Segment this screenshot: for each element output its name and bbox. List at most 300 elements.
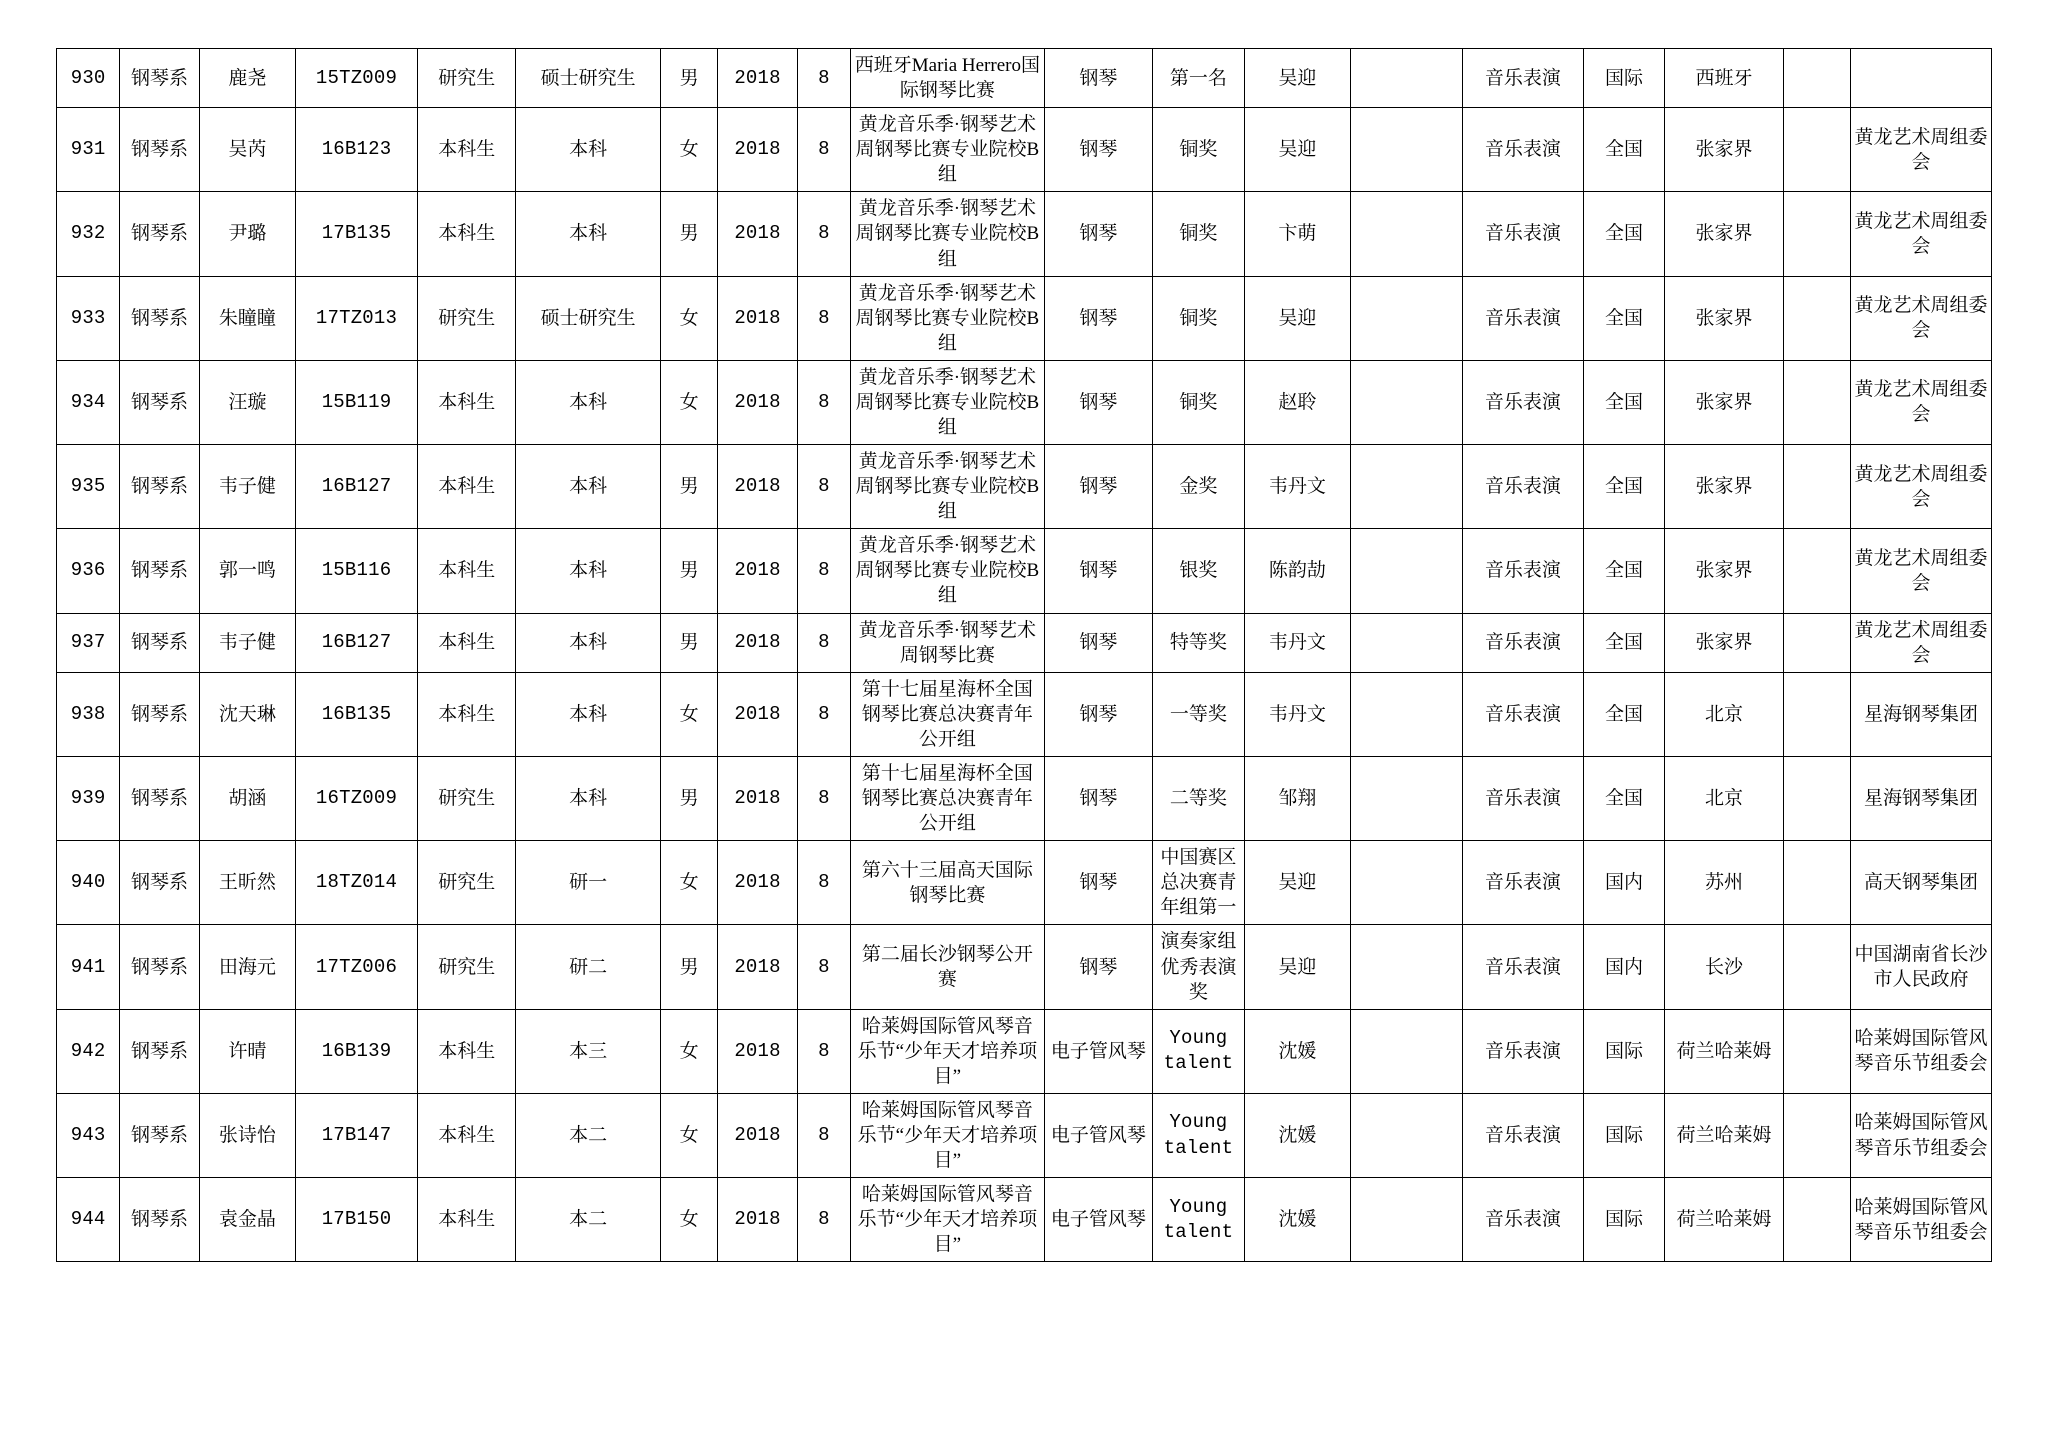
table-row	[57, 192, 1992, 276]
cell-competition: 哈莱姆国际管风琴音乐节“少年天才培养项目”	[850, 1009, 1044, 1093]
cell-year: 2018	[718, 672, 798, 756]
cell-seq: 942	[57, 1009, 120, 1093]
table-row	[57, 1093, 1992, 1177]
table-row	[57, 613, 1992, 672]
cell-blank-1	[1350, 756, 1462, 840]
cell-student-type: 研究生	[418, 925, 516, 1009]
cell-place: 张家界	[1665, 360, 1783, 444]
cell-blank-1	[1350, 49, 1462, 108]
cell-category: 音乐表演	[1463, 925, 1583, 1009]
cell-category: 音乐表演	[1463, 841, 1583, 925]
cell-teacher: 韦丹文	[1244, 613, 1350, 672]
cell-name: 韦子健	[199, 445, 295, 529]
table-row	[57, 445, 1992, 529]
cell-blank-1	[1350, 925, 1462, 1009]
cell-category: 音乐表演	[1463, 756, 1583, 840]
cell-name: 胡涵	[199, 756, 295, 840]
cell-degree-level: 本科	[516, 529, 661, 613]
cell-student-type: 本科生	[418, 1178, 516, 1262]
cell-organizer: 哈莱姆国际管风琴音乐节组委会	[1850, 1009, 1991, 1093]
cell-student-id: 15TZ009	[295, 49, 417, 108]
cell-year: 2018	[718, 613, 798, 672]
cell-competition: 第六十三届高天国际钢琴比赛	[850, 841, 1044, 925]
cell-name: 田海元	[199, 925, 295, 1009]
cell-place: 荷兰哈莱姆	[1665, 1178, 1783, 1262]
cell-category: 音乐表演	[1463, 1009, 1583, 1093]
cell-organizer: 哈莱姆国际管风琴音乐节组委会	[1850, 1178, 1991, 1262]
cell-major: 钢琴	[1044, 49, 1152, 108]
cell-category: 音乐表演	[1463, 613, 1583, 672]
cell-seq: 935	[57, 445, 120, 529]
cell-gender: 男	[661, 529, 718, 613]
cell-month: 8	[797, 445, 850, 529]
cell-student-type: 本科生	[418, 529, 516, 613]
cell-dept: 钢琴系	[120, 529, 200, 613]
cell-month: 8	[797, 529, 850, 613]
cell-year: 2018	[718, 49, 798, 108]
cell-award: Young talent	[1152, 1009, 1244, 1093]
cell-dept: 钢琴系	[120, 192, 200, 276]
cell-name: 鹿尧	[199, 49, 295, 108]
cell-month: 8	[797, 613, 850, 672]
cell-seq: 930	[57, 49, 120, 108]
cell-degree-level: 本三	[516, 1009, 661, 1093]
cell-level: 国际	[1583, 1009, 1665, 1093]
cell-award: 中国赛区总决赛青年组第一	[1152, 841, 1244, 925]
cell-blank-2	[1783, 613, 1850, 672]
cell-gender: 女	[661, 1009, 718, 1093]
cell-blank-2	[1783, 1093, 1850, 1177]
cell-organizer: 黄龙艺术周组委会	[1850, 192, 1991, 276]
cell-degree-level: 研二	[516, 925, 661, 1009]
cell-level: 全国	[1583, 108, 1665, 192]
cell-place: 张家界	[1665, 445, 1783, 529]
cell-month: 8	[797, 672, 850, 756]
cell-name: 许晴	[199, 1009, 295, 1093]
cell-month: 8	[797, 841, 850, 925]
cell-dept: 钢琴系	[120, 108, 200, 192]
cell-name: 汪璇	[199, 360, 295, 444]
cell-dept: 钢琴系	[120, 1178, 200, 1262]
cell-seq: 933	[57, 276, 120, 360]
cell-blank-2	[1783, 925, 1850, 1009]
cell-competition: 第十七届星海杯全国钢琴比赛总决赛青年公开组	[850, 672, 1044, 756]
cell-teacher: 吴迎	[1244, 276, 1350, 360]
cell-dept: 钢琴系	[120, 445, 200, 529]
cell-name: 朱瞳瞳	[199, 276, 295, 360]
cell-blank-2	[1783, 108, 1850, 192]
cell-place: 北京	[1665, 756, 1783, 840]
cell-dept: 钢琴系	[120, 613, 200, 672]
cell-level: 国际	[1583, 1093, 1665, 1177]
cell-blank-2	[1783, 841, 1850, 925]
cell-blank-1	[1350, 1009, 1462, 1093]
cell-month: 8	[797, 276, 850, 360]
cell-level: 全国	[1583, 756, 1665, 840]
cell-degree-level: 本科	[516, 756, 661, 840]
cell-award: Young talent	[1152, 1178, 1244, 1262]
cell-competition: 黄龙音乐季·钢琴艺术周钢琴比赛专业院校B组	[850, 529, 1044, 613]
cell-competition: 哈莱姆国际管风琴音乐节“少年天才培养项目”	[850, 1178, 1044, 1262]
cell-teacher: 沈媛	[1244, 1093, 1350, 1177]
table-row	[57, 276, 1992, 360]
cell-award: 第一名	[1152, 49, 1244, 108]
cell-degree-level: 本科	[516, 192, 661, 276]
cell-degree-level: 本科	[516, 445, 661, 529]
cell-year: 2018	[718, 192, 798, 276]
cell-award: Young talent	[1152, 1093, 1244, 1177]
cell-organizer: 星海钢琴集团	[1850, 672, 1991, 756]
cell-level: 全国	[1583, 672, 1665, 756]
cell-blank-2	[1783, 276, 1850, 360]
cell-year: 2018	[718, 445, 798, 529]
cell-organizer: 黄龙艺术周组委会	[1850, 613, 1991, 672]
cell-blank-2	[1783, 192, 1850, 276]
cell-level: 全国	[1583, 613, 1665, 672]
cell-degree-level: 本二	[516, 1178, 661, 1262]
cell-organizer: 黄龙艺术周组委会	[1850, 529, 1991, 613]
cell-student-id: 16B123	[295, 108, 417, 192]
cell-student-type: 本科生	[418, 445, 516, 529]
cell-month: 8	[797, 925, 850, 1009]
cell-seq: 940	[57, 841, 120, 925]
cell-year: 2018	[718, 360, 798, 444]
cell-student-id: 15B116	[295, 529, 417, 613]
cell-dept: 钢琴系	[120, 360, 200, 444]
cell-student-type: 研究生	[418, 49, 516, 108]
cell-dept: 钢琴系	[120, 672, 200, 756]
cell-student-id: 16B139	[295, 1009, 417, 1093]
cell-student-id: 16TZ009	[295, 756, 417, 840]
cell-blank-1	[1350, 445, 1462, 529]
cell-gender: 男	[661, 192, 718, 276]
cell-seq: 931	[57, 108, 120, 192]
cell-gender: 男	[661, 756, 718, 840]
cell-gender: 男	[661, 49, 718, 108]
cell-major: 钢琴	[1044, 192, 1152, 276]
table-row	[57, 841, 1992, 925]
cell-award: 二等奖	[1152, 756, 1244, 840]
cell-name: 吴芮	[199, 108, 295, 192]
table-row	[57, 925, 1992, 1009]
cell-gender: 女	[661, 108, 718, 192]
cell-teacher: 吴迎	[1244, 925, 1350, 1009]
cell-teacher: 吴迎	[1244, 49, 1350, 108]
cell-blank-1	[1350, 1093, 1462, 1177]
cell-student-type: 研究生	[418, 276, 516, 360]
cell-teacher: 陈韵劼	[1244, 529, 1350, 613]
cell-blank-2	[1783, 1009, 1850, 1093]
cell-name: 王昕然	[199, 841, 295, 925]
cell-level: 国内	[1583, 925, 1665, 1009]
cell-month: 8	[797, 49, 850, 108]
cell-seq: 944	[57, 1178, 120, 1262]
cell-seq: 934	[57, 360, 120, 444]
cell-award: 一等奖	[1152, 672, 1244, 756]
cell-year: 2018	[718, 756, 798, 840]
cell-gender: 女	[661, 841, 718, 925]
cell-degree-level: 本二	[516, 1093, 661, 1177]
cell-award: 铜奖	[1152, 276, 1244, 360]
cell-student-id: 15B119	[295, 360, 417, 444]
cell-major: 钢琴	[1044, 613, 1152, 672]
cell-place: 西班牙	[1665, 49, 1783, 108]
cell-blank-2	[1783, 756, 1850, 840]
cell-year: 2018	[718, 841, 798, 925]
cell-blank-2	[1783, 672, 1850, 756]
cell-major: 电子管风琴	[1044, 1178, 1152, 1262]
cell-award: 特等奖	[1152, 613, 1244, 672]
cell-teacher: 韦丹文	[1244, 445, 1350, 529]
cell-competition: 黄龙音乐季·钢琴艺术周钢琴比赛专业院校B组	[850, 445, 1044, 529]
cell-organizer: 黄龙艺术周组委会	[1850, 108, 1991, 192]
cell-organizer: 黄龙艺术周组委会	[1850, 360, 1991, 444]
cell-student-type: 研究生	[418, 756, 516, 840]
cell-blank-1	[1350, 360, 1462, 444]
cell-place: 长沙	[1665, 925, 1783, 1009]
cell-place: 张家界	[1665, 613, 1783, 672]
cell-organizer	[1850, 49, 1991, 108]
cell-award: 银奖	[1152, 529, 1244, 613]
cell-category: 音乐表演	[1463, 672, 1583, 756]
cell-award: 铜奖	[1152, 360, 1244, 444]
cell-teacher: 吴迎	[1244, 841, 1350, 925]
cell-major: 钢琴	[1044, 360, 1152, 444]
cell-organizer: 星海钢琴集团	[1850, 756, 1991, 840]
cell-seq: 937	[57, 613, 120, 672]
cell-student-id: 17B147	[295, 1093, 417, 1177]
cell-year: 2018	[718, 108, 798, 192]
cell-month: 8	[797, 1178, 850, 1262]
cell-student-type: 本科生	[418, 108, 516, 192]
cell-student-type: 本科生	[418, 1093, 516, 1177]
cell-seq: 939	[57, 756, 120, 840]
cell-student-id: 16B135	[295, 672, 417, 756]
cell-organizer: 哈莱姆国际管风琴音乐节组委会	[1850, 1093, 1991, 1177]
cell-year: 2018	[718, 925, 798, 1009]
table-row	[57, 49, 1992, 108]
cell-organizer: 高天钢琴集团	[1850, 841, 1991, 925]
cell-dept: 钢琴系	[120, 1009, 200, 1093]
cell-competition: 黄龙音乐季·钢琴艺术周钢琴比赛专业院校B组	[850, 276, 1044, 360]
cell-organizer: 中国湖南省长沙市人民政府	[1850, 925, 1991, 1009]
cell-month: 8	[797, 360, 850, 444]
cell-competition: 西班牙Maria Herrero国际钢琴比赛	[850, 49, 1044, 108]
cell-blank-1	[1350, 672, 1462, 756]
cell-blank-1	[1350, 276, 1462, 360]
cell-student-type: 研究生	[418, 841, 516, 925]
cell-blank-1	[1350, 1178, 1462, 1262]
cell-teacher: 邹翔	[1244, 756, 1350, 840]
cell-award: 演奏家组优秀表演奖	[1152, 925, 1244, 1009]
cell-blank-1	[1350, 108, 1462, 192]
cell-award: 金奖	[1152, 445, 1244, 529]
cell-major: 电子管风琴	[1044, 1093, 1152, 1177]
cell-place: 苏州	[1665, 841, 1783, 925]
cell-category: 音乐表演	[1463, 1093, 1583, 1177]
cell-level: 全国	[1583, 276, 1665, 360]
cell-category: 音乐表演	[1463, 276, 1583, 360]
cell-blank-2	[1783, 1178, 1850, 1262]
cell-student-type: 本科生	[418, 360, 516, 444]
cell-month: 8	[797, 756, 850, 840]
cell-student-id: 17B135	[295, 192, 417, 276]
cell-award: 铜奖	[1152, 108, 1244, 192]
cell-major: 钢琴	[1044, 276, 1152, 360]
award-records-table	[56, 48, 1992, 1262]
cell-month: 8	[797, 1009, 850, 1093]
cell-teacher: 卞萌	[1244, 192, 1350, 276]
cell-dept: 钢琴系	[120, 276, 200, 360]
cell-category: 音乐表演	[1463, 529, 1583, 613]
cell-major: 钢琴	[1044, 925, 1152, 1009]
cell-place: 荷兰哈莱姆	[1665, 1009, 1783, 1093]
cell-blank-1	[1350, 529, 1462, 613]
cell-major: 钢琴	[1044, 529, 1152, 613]
cell-gender: 女	[661, 1178, 718, 1262]
cell-degree-level: 硕士研究生	[516, 276, 661, 360]
cell-student-id: 16B127	[295, 613, 417, 672]
cell-gender: 女	[661, 1093, 718, 1177]
cell-seq: 938	[57, 672, 120, 756]
cell-year: 2018	[718, 1009, 798, 1093]
cell-blank-2	[1783, 529, 1850, 613]
table-row	[57, 360, 1992, 444]
cell-category: 音乐表演	[1463, 1178, 1583, 1262]
cell-student-id: 17TZ013	[295, 276, 417, 360]
cell-competition: 黄龙音乐季·钢琴艺术周钢琴比赛	[850, 613, 1044, 672]
cell-seq: 936	[57, 529, 120, 613]
table-row	[57, 108, 1992, 192]
cell-level: 全国	[1583, 445, 1665, 529]
cell-award: 铜奖	[1152, 192, 1244, 276]
cell-year: 2018	[718, 1178, 798, 1262]
cell-major: 钢琴	[1044, 445, 1152, 529]
cell-seq: 943	[57, 1093, 120, 1177]
table-row	[57, 1178, 1992, 1262]
cell-degree-level: 本科	[516, 613, 661, 672]
cell-level: 全国	[1583, 529, 1665, 613]
cell-student-id: 17B150	[295, 1178, 417, 1262]
cell-month: 8	[797, 108, 850, 192]
cell-place: 北京	[1665, 672, 1783, 756]
cell-category: 音乐表演	[1463, 445, 1583, 529]
cell-major: 钢琴	[1044, 672, 1152, 756]
cell-gender: 女	[661, 360, 718, 444]
cell-year: 2018	[718, 1093, 798, 1177]
cell-student-type: 本科生	[418, 192, 516, 276]
table-body	[57, 49, 1992, 1262]
cell-blank-1	[1350, 613, 1462, 672]
cell-dept: 钢琴系	[120, 1093, 200, 1177]
cell-place: 张家界	[1665, 108, 1783, 192]
cell-teacher: 吴迎	[1244, 108, 1350, 192]
cell-name: 尹璐	[199, 192, 295, 276]
cell-student-type: 本科生	[418, 672, 516, 756]
table-row	[57, 672, 1992, 756]
cell-organizer: 黄龙艺术周组委会	[1850, 445, 1991, 529]
cell-level: 全国	[1583, 360, 1665, 444]
cell-student-type: 本科生	[418, 1009, 516, 1093]
cell-dept: 钢琴系	[120, 49, 200, 108]
cell-place: 张家界	[1665, 529, 1783, 613]
cell-competition: 第十七届星海杯全国钢琴比赛总决赛青年公开组	[850, 756, 1044, 840]
cell-blank-2	[1783, 445, 1850, 529]
cell-place: 张家界	[1665, 276, 1783, 360]
cell-gender: 女	[661, 672, 718, 756]
cell-gender: 男	[661, 613, 718, 672]
cell-gender: 女	[661, 276, 718, 360]
cell-seq: 932	[57, 192, 120, 276]
cell-student-type: 本科生	[418, 613, 516, 672]
cell-gender: 男	[661, 445, 718, 529]
cell-category: 音乐表演	[1463, 360, 1583, 444]
cell-name: 郭一鸣	[199, 529, 295, 613]
cell-student-id: 17TZ006	[295, 925, 417, 1009]
cell-category: 音乐表演	[1463, 192, 1583, 276]
cell-major: 钢琴	[1044, 108, 1152, 192]
table-row	[57, 756, 1992, 840]
cell-degree-level: 本科	[516, 672, 661, 756]
cell-competition: 黄龙音乐季·钢琴艺术周钢琴比赛专业院校B组	[850, 108, 1044, 192]
cell-category: 音乐表演	[1463, 108, 1583, 192]
table-row	[57, 1009, 1992, 1093]
cell-level: 国内	[1583, 841, 1665, 925]
cell-dept: 钢琴系	[120, 841, 200, 925]
cell-seq: 941	[57, 925, 120, 1009]
cell-competition: 第二届长沙钢琴公开赛	[850, 925, 1044, 1009]
cell-competition: 黄龙音乐季·钢琴艺术周钢琴比赛专业院校B组	[850, 192, 1044, 276]
cell-level: 全国	[1583, 192, 1665, 276]
cell-blank-1	[1350, 192, 1462, 276]
cell-competition: 黄龙音乐季·钢琴艺术周钢琴比赛专业院校B组	[850, 360, 1044, 444]
cell-dept: 钢琴系	[120, 925, 200, 1009]
cell-teacher: 赵聆	[1244, 360, 1350, 444]
cell-organizer: 黄龙艺术周组委会	[1850, 276, 1991, 360]
cell-place: 张家界	[1665, 192, 1783, 276]
cell-major: 电子管风琴	[1044, 1009, 1152, 1093]
cell-degree-level: 研一	[516, 841, 661, 925]
cell-degree-level: 硕士研究生	[516, 49, 661, 108]
cell-major: 钢琴	[1044, 841, 1152, 925]
cell-competition: 哈莱姆国际管风琴音乐节“少年天才培养项目”	[850, 1093, 1044, 1177]
cell-name: 沈天琳	[199, 672, 295, 756]
cell-blank-2	[1783, 360, 1850, 444]
cell-blank-1	[1350, 841, 1462, 925]
cell-teacher: 沈媛	[1244, 1009, 1350, 1093]
cell-level: 国际	[1583, 1178, 1665, 1262]
cell-gender: 男	[661, 925, 718, 1009]
cell-teacher: 韦丹文	[1244, 672, 1350, 756]
cell-name: 袁金晶	[199, 1178, 295, 1262]
table-row	[57, 529, 1992, 613]
cell-place: 荷兰哈莱姆	[1665, 1093, 1783, 1177]
cell-level: 国际	[1583, 49, 1665, 108]
cell-student-id: 18TZ014	[295, 841, 417, 925]
cell-major: 钢琴	[1044, 756, 1152, 840]
cell-month: 8	[797, 1093, 850, 1177]
cell-blank-2	[1783, 49, 1850, 108]
cell-category: 音乐表演	[1463, 49, 1583, 108]
cell-dept: 钢琴系	[120, 756, 200, 840]
cell-year: 2018	[718, 529, 798, 613]
cell-year: 2018	[718, 276, 798, 360]
cell-month: 8	[797, 192, 850, 276]
cell-student-id: 16B127	[295, 445, 417, 529]
cell-degree-level: 本科	[516, 360, 661, 444]
cell-name: 张诗怡	[199, 1093, 295, 1177]
cell-degree-level: 本科	[516, 108, 661, 192]
